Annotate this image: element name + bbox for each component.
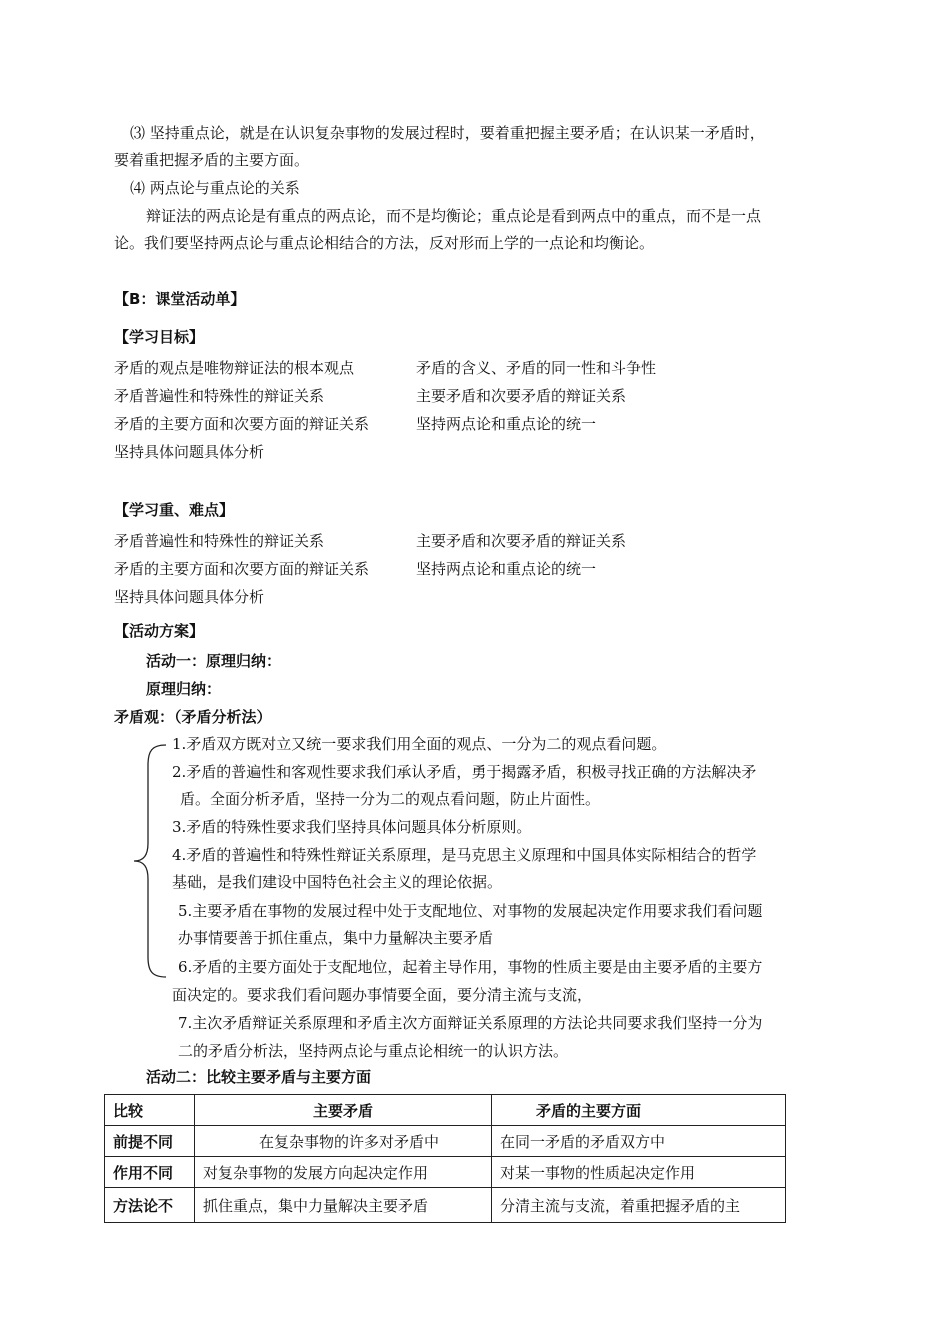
- table-cell: 分清主流与支流，着重把握矛盾的主: [492, 1188, 786, 1223]
- table-cell: 对复杂事物的发展方向起决定作用: [195, 1157, 492, 1188]
- table-cell: 前提不同: [105, 1126, 195, 1157]
- principle-item-7-cont: 二的矛盾分析法，坚持两点论与重点论相统一的认识方法。: [178, 1042, 569, 1060]
- para-4-title: ⑷ 两点论与重点论的关系: [130, 179, 300, 197]
- table-row: [105, 1157, 786, 1188]
- table-cell: 作用不同: [105, 1157, 195, 1188]
- table-header-cell: 矛盾的主要方面: [492, 1095, 786, 1126]
- table-header-cell: 比较: [105, 1095, 195, 1126]
- key-point-item: 主要矛盾和次要矛盾的辩证关系: [416, 532, 627, 550]
- principle-item-6: 6.矛盾的主要方面处于支配地位，起着主导作用，事物的性质主要是由主要矛盾的主要方: [178, 958, 763, 976]
- curly-brace-icon: [130, 743, 170, 980]
- activity-2-title: 活动二：比较主要矛盾与主要方面: [146, 1068, 372, 1086]
- section-b-heading: 【B：课堂活动单】: [114, 290, 246, 308]
- principle-item-3: 3.矛盾的特殊性要求我们坚持具体问题具体分析原则。: [172, 818, 532, 836]
- key-point-item: 矛盾的主要方面和次要方面的辩证关系: [114, 560, 370, 578]
- principle-item-4-cont: 基础，是我们建设中国特色社会主义的理论依据。: [172, 873, 503, 891]
- goals-heading: 【学习目标】: [114, 328, 205, 346]
- table-row: [105, 1188, 786, 1223]
- para-3-line-1: ⑶ 坚持重点论，就是在认识复杂事物的发展过程时，要着重把握主要矛盾；在认识某一矛盾时，: [130, 124, 765, 142]
- table-row: [105, 1126, 786, 1157]
- principle-item-1: 1.矛盾双方既对立又统一要求我们用全面的观点、一分为二的观点看问题。: [172, 735, 667, 753]
- principle-item-7: 7.主次矛盾辩证关系原理和矛盾主次方面辩证关系原理的方法论共同要求我们坚持一分为: [178, 1014, 763, 1032]
- principle-item-2-cont: 盾。全面分析矛盾，坚持一分为二的观点看问题，防止片面性。: [180, 790, 601, 808]
- goal-item: 主要矛盾和次要矛盾的辩证关系: [416, 387, 627, 405]
- goal-item: 矛盾的含义、矛盾的同一性和斗争性: [416, 359, 657, 377]
- principle-item-4: 4.矛盾的普遍性和特殊性辩证关系原理，是马克思主义原理和中国具体实际相结合的哲学: [172, 846, 757, 864]
- activity-1-subtitle: 原理归纳：: [146, 680, 222, 698]
- table-cell: 对某一事物的性质起决定作用: [492, 1157, 786, 1188]
- goal-item: 矛盾普遍性和特殊性的辩证关系: [114, 387, 325, 405]
- table-cell: 在复杂事物的许多对矛盾中: [195, 1126, 492, 1157]
- table-cell: 方法论不: [105, 1188, 195, 1223]
- key-point-item: 矛盾普遍性和特殊性的辩证关系: [114, 532, 325, 550]
- goal-item: 坚持具体问题具体分析: [114, 443, 265, 461]
- table-cell: 在同一矛盾的矛盾双方中: [492, 1126, 786, 1157]
- key-point-item: 坚持具体问题具体分析: [114, 588, 265, 606]
- table-header-cell: 主要矛盾: [195, 1095, 492, 1126]
- principle-item-5-cont: 办事情要善于抓住重点，集中力量解决主要矛盾: [178, 929, 494, 947]
- principle-item-5: 5.主要矛盾在事物的发展过程中处于支配地位、对事物的发展起决定作用要求我们看问题: [178, 902, 763, 920]
- principle-item-2: 2.矛盾的普遍性和客观性要求我们承认矛盾，勇于揭露矛盾，积极寻找正确的方法解决矛: [172, 763, 757, 781]
- activity-1-title: 活动一：原理归纳：: [146, 652, 282, 670]
- key-points-heading: 【学习重、难点】: [114, 501, 235, 519]
- comparison-table: [104, 1094, 786, 1223]
- para-3-line-2: 要着重把握矛盾的主要方面。: [114, 151, 310, 169]
- goal-item: 坚持两点论和重点论的统一: [416, 415, 597, 433]
- para-4-line-2: 论。我们要坚持两点论与重点论相结合的方法，反对形而上学的一点论和均衡论。: [114, 234, 655, 252]
- table-cell: 抓住重点，集中力量解决主要矛盾: [195, 1188, 492, 1223]
- key-point-item: 坚持两点论和重点论的统一: [416, 560, 597, 578]
- principle-item-6-cont: 面决定的。要求我们看问题办事情要全面，要分清主流与支流，: [172, 986, 593, 1004]
- table-header-row: [105, 1095, 786, 1126]
- contradiction-view-heading: 矛盾观：（矛盾分析法）: [114, 708, 272, 726]
- plan-heading: 【活动方案】: [114, 622, 205, 640]
- para-4-line-1: 辩证法的两点论是有重点的两点论，而不是均衡论；重点论是看到两点中的重点，而不是一点: [146, 207, 762, 225]
- goal-item: 矛盾的观点是唯物辩证法的根本观点: [114, 359, 355, 377]
- goal-item: 矛盾的主要方面和次要方面的辩证关系: [114, 415, 370, 433]
